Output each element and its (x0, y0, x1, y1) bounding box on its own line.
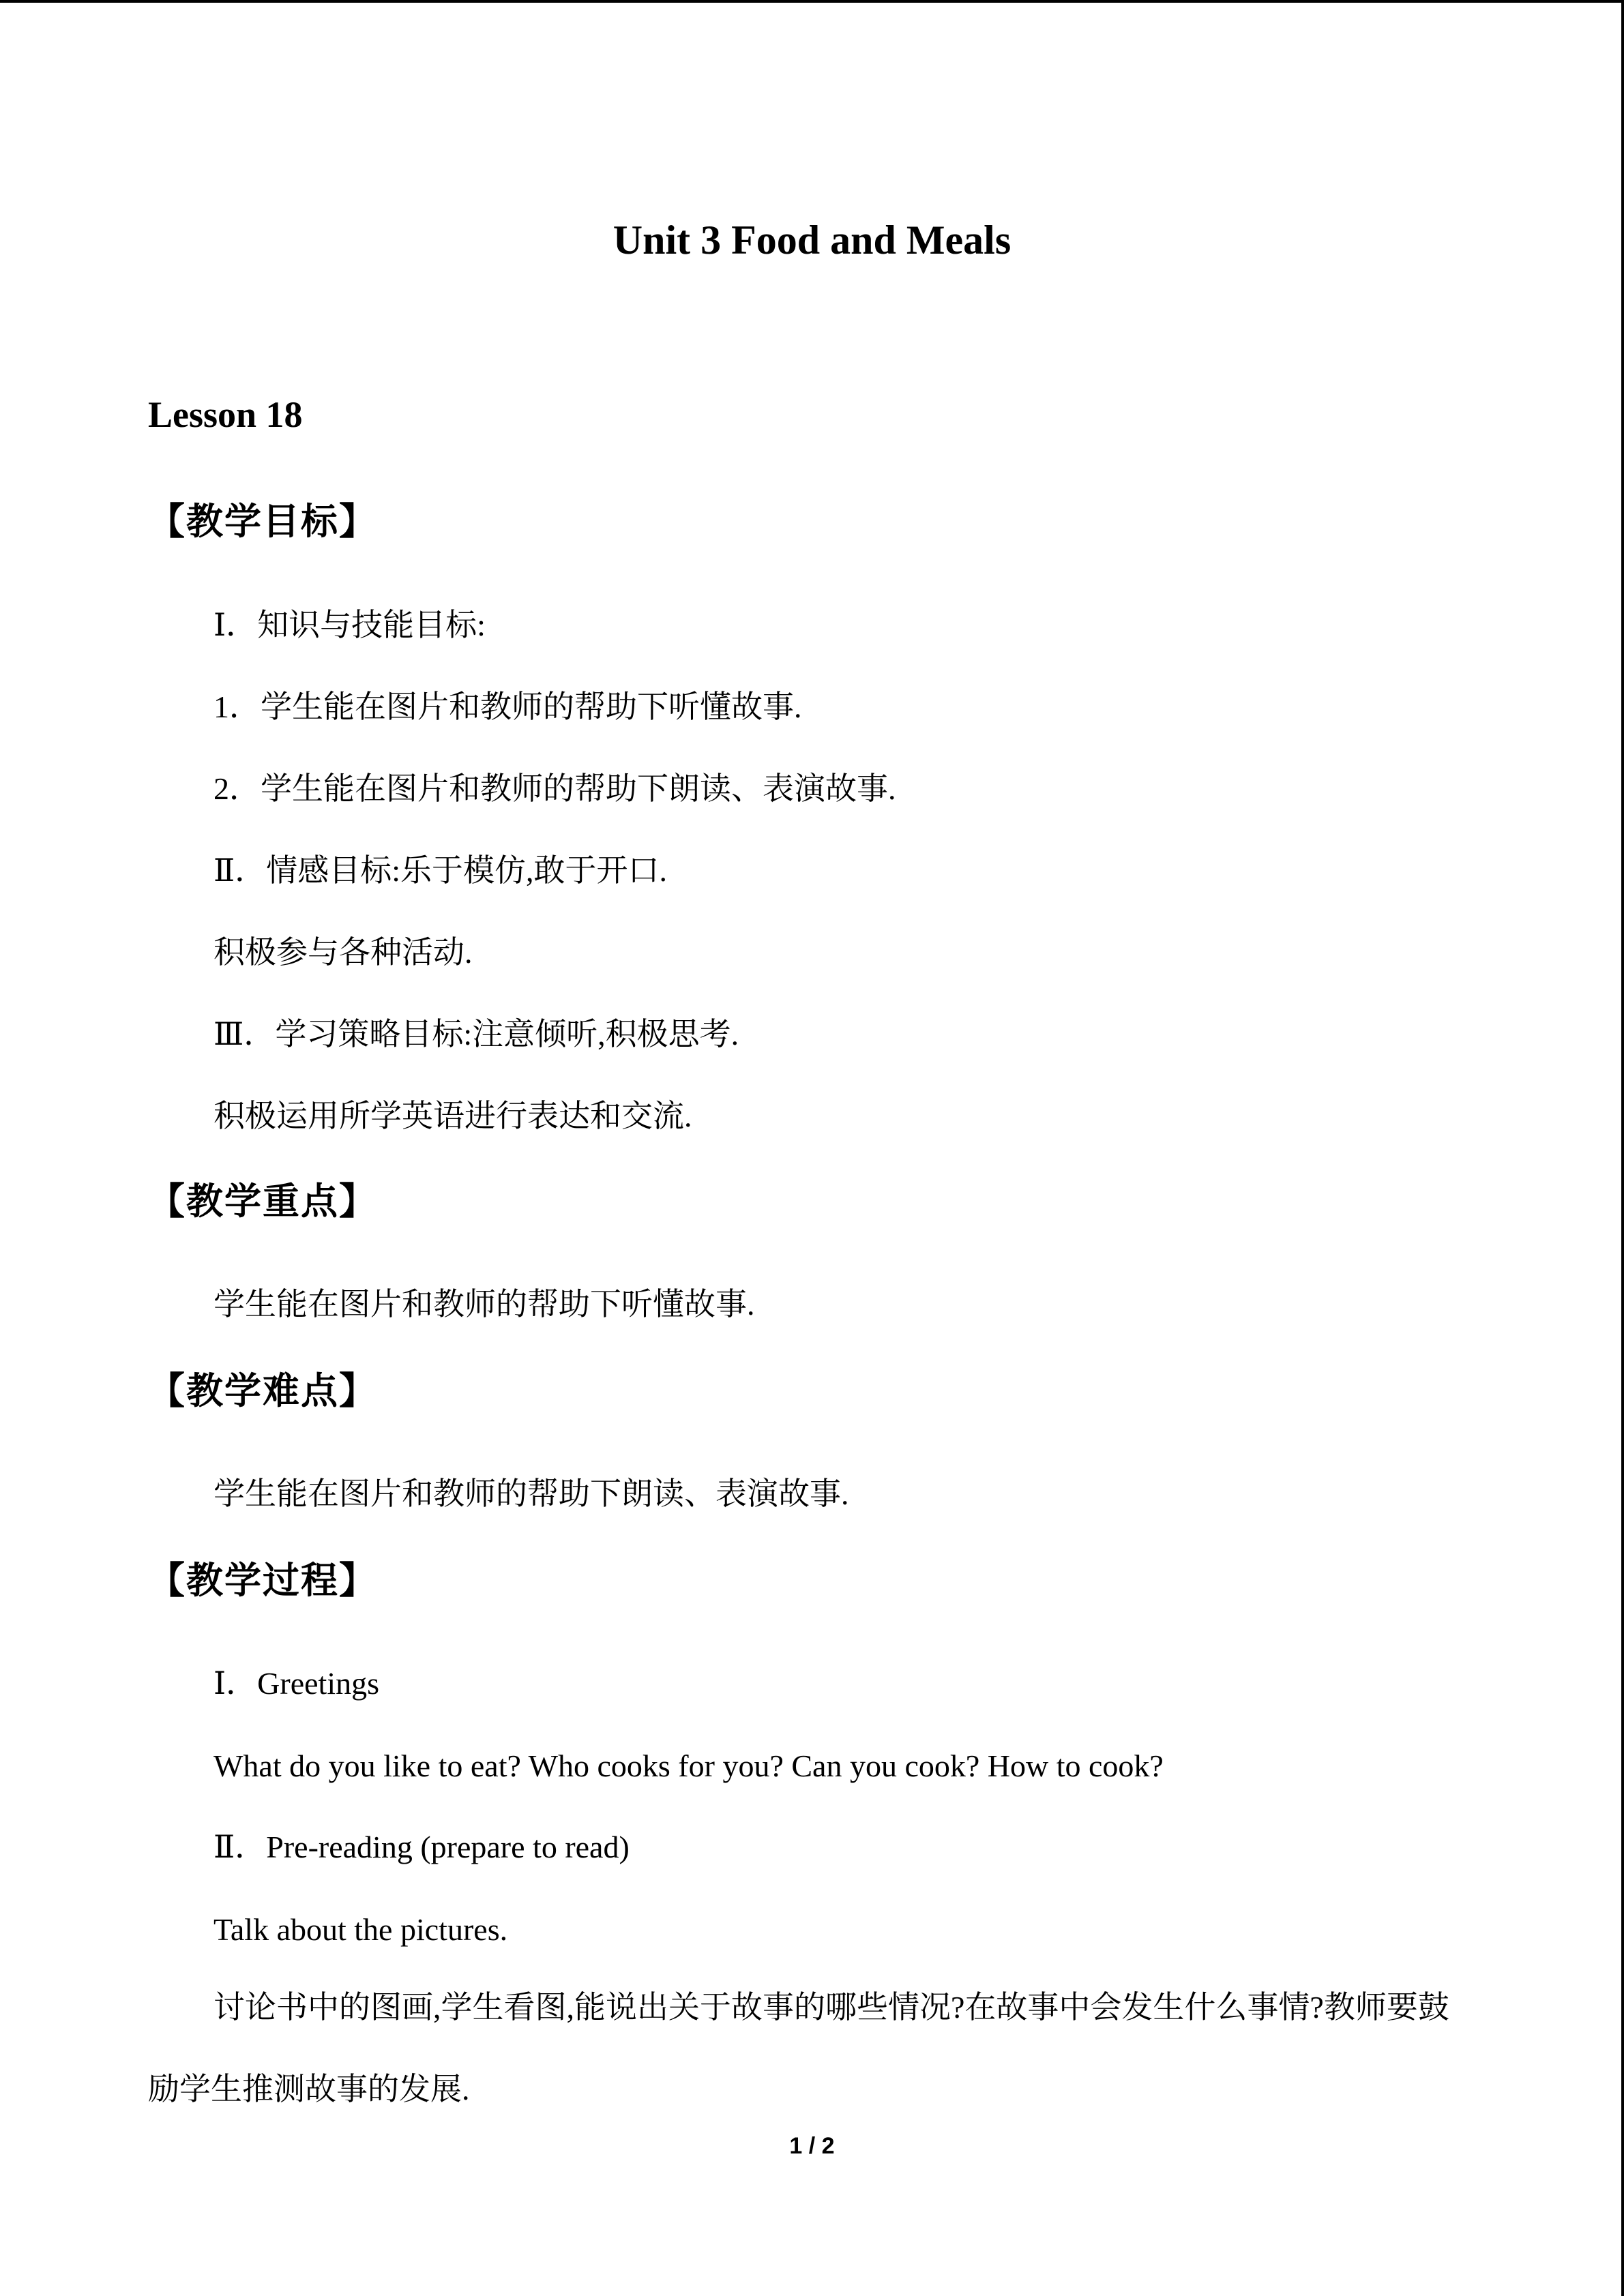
objective-line: 积极运用所学英语进行表达和交流. (213, 1099, 692, 1133)
objective-line: Ⅲ．学习策略目标:注意倾听,积极思考. (213, 1017, 739, 1052)
section-heading-objectives: 【教学目标】 (148, 500, 377, 543)
page-border-top (0, 0, 1624, 3)
lesson-heading: Lesson 18 (148, 394, 303, 435)
process-paragraph: 讨论书中的图画,学生看图,能说出关于故事的哪些情况?在故事中会发生什么事情?教师要鼓励学生推测故事的发展. (148, 1990, 1449, 2106)
difficulties-text: 学生能在图片和教师的帮助下朗读、表演故事. (213, 1476, 849, 1511)
page-border-right (1621, 0, 1624, 2296)
page-number: 1 / 2 (789, 2133, 835, 2159)
process-line: Talk about the pictures. (213, 1912, 508, 1947)
key-points-text: 学生能在图片和教师的帮助下听懂故事. (213, 1287, 755, 1322)
document-title: Unit 3 Food and Meals (612, 218, 1012, 263)
process-line: Ⅱ．Pre-reading (prepare to read) (213, 1830, 630, 1864)
objective-line: 2．学生能在图片和教师的帮助下朗读、表演故事. (213, 771, 896, 806)
objective-line: 1．学生能在图片和教师的帮助下听懂故事. (213, 689, 802, 724)
objective-line: Ⅱ．情感目标:乐于模仿,敢于开口. (213, 853, 668, 888)
section-heading-key-points: 【教学重点】 (148, 1180, 377, 1223)
process-line: What do you like to eat? Who cooks for you? Can you cook? How to cook? (213, 1748, 1164, 1783)
process-line: Ⅰ．Greetings (213, 1666, 380, 1701)
objective-line: 积极参与各种活动. (213, 935, 473, 970)
objective-line: Ⅰ．知识与技能目标: (213, 608, 486, 642)
section-heading-process: 【教学过程】 (148, 1559, 377, 1602)
section-heading-difficulties: 【教学难点】 (148, 1369, 377, 1412)
